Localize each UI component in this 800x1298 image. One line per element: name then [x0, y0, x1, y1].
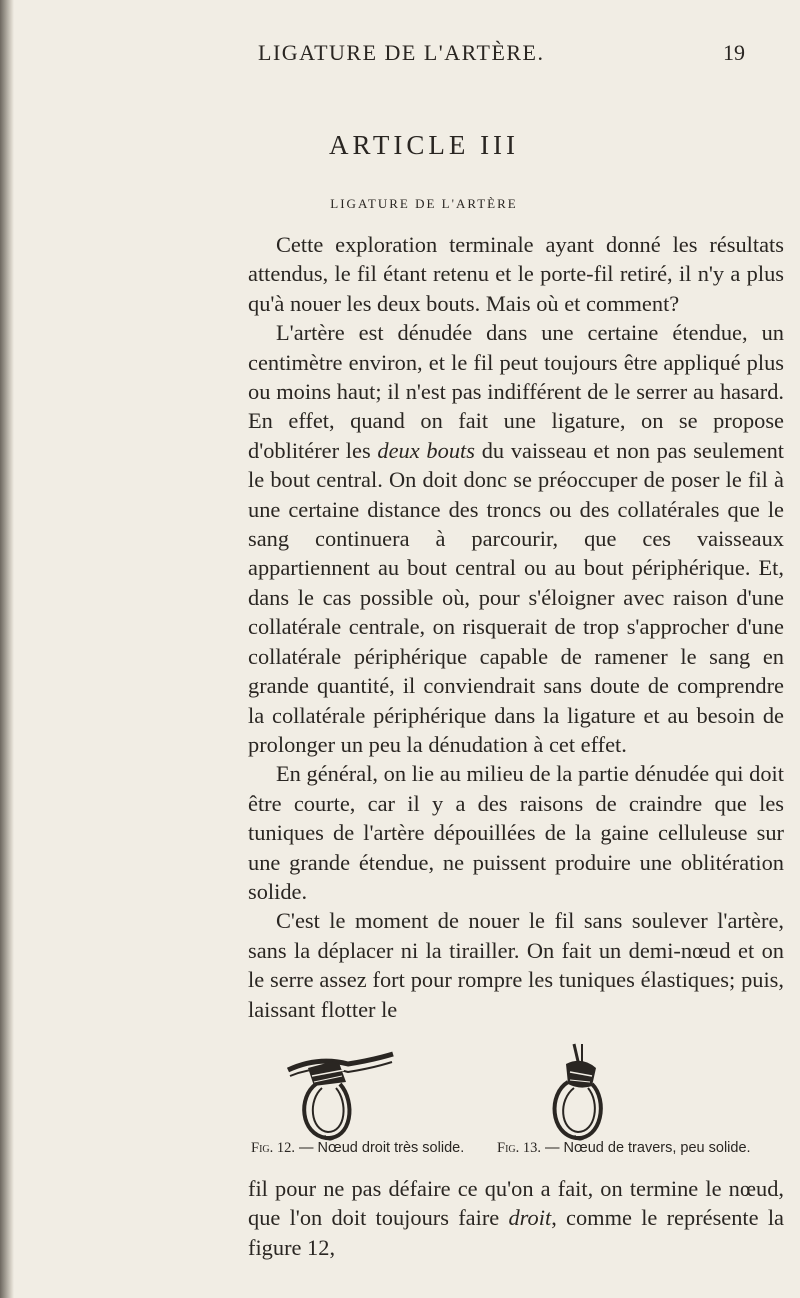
italic-text: droit	[508, 1205, 552, 1231]
paragraph-continuation	[248, 1174, 784, 1262]
figure-13	[452, 1042, 712, 1142]
text-segment: fil pour ne pas défaire ce qu'on a fait, on termine le nœud, que l'on doit toujours faire	[248, 1176, 784, 1231]
text-segment: C'est le moment de nouer le fil sans soulever l'artère, sans la déplacer ni la tirailler. On fait un demi-nœud et on le serre assez fort pour rompre les tuniques élastiques; puis, laissant flotter le	[248, 908, 784, 1022]
paragraph	[248, 906, 784, 1024]
figure-13-caption-text: — Nœud de travers, peu solide.	[545, 1140, 751, 1156]
text-segment: , comme le représente la figure 12,	[248, 1205, 784, 1260]
text-segment: du vaisseau et non pas seulement le bout central. On doit donc se préoccuper de poser le fil à une certaine distance des troncs ou des collatérales que le sang continuera à parcourir, que ces vaisseaux appartiennent au bout central ou au bout périphérique. Et, dans le cas possible où, pour s'éloigner avec raison d'une collatérale centrale, on risquerait de trop s'approcher d'une collatérale périphérique capable de ramener le sang en grande quantité, il conviendrait sans doute de comprendre la collatérale périphérique dans la ligature et au besoin de prolonger un peu la dénudation à cet effet.	[248, 437, 784, 757]
figure-13-label: Fig. 13.	[497, 1140, 541, 1156]
figure-13-caption	[497, 1140, 751, 1157]
text-segment: L'artère est dénudée dans une certaine étendue, un centimètre environ, et le fil peut toujours être appliqué plus ou moins haut; il n'est pas indifférent de le serrer au hasard. En effet, quand on fait une ligature, on se propose d'oblitérer les	[248, 320, 784, 463]
article-subtitle: LIGATURE DE L'ARTÈRE	[330, 196, 518, 211]
book-binding-shadow	[0, 0, 14, 1298]
paragraph	[248, 759, 784, 906]
paragraph	[248, 230, 784, 318]
body-text	[248, 230, 784, 1024]
figure-12-label: Fig. 12.	[251, 1140, 295, 1156]
article-title: ARTICLE III	[328, 130, 520, 160]
straight-knot-illustration	[278, 1042, 398, 1142]
granny-knot-illustration	[522, 1042, 642, 1142]
figure-12	[208, 1042, 468, 1142]
text-segment: En général, on lie au milieu de la partie dénudée qui doit être courte, car il y a des raisons de craindre que les tuniques de l'artère dépouillées de la gaine celluleuse sur une grande étendue, ne puissent produire une oblitération solide.	[248, 761, 784, 904]
figure-12-caption	[251, 1140, 464, 1157]
paragraph	[248, 318, 784, 759]
italic-text: deux bouts	[377, 437, 475, 463]
body-text-continued	[248, 1174, 784, 1262]
figure-12-caption-text: — Nœud droit très solide.	[299, 1140, 465, 1156]
text-segment: Cette exploration terminale ayant donné les résultats attendus, le fil étant retenu et le porte-fil retiré, il n'y a plus qu'à nouer les deux bouts. Mais où et comment?	[248, 232, 784, 316]
running-title: LIGATURE DE L'ARTÈRE.	[258, 40, 545, 65]
page-number: 19	[723, 40, 745, 65]
